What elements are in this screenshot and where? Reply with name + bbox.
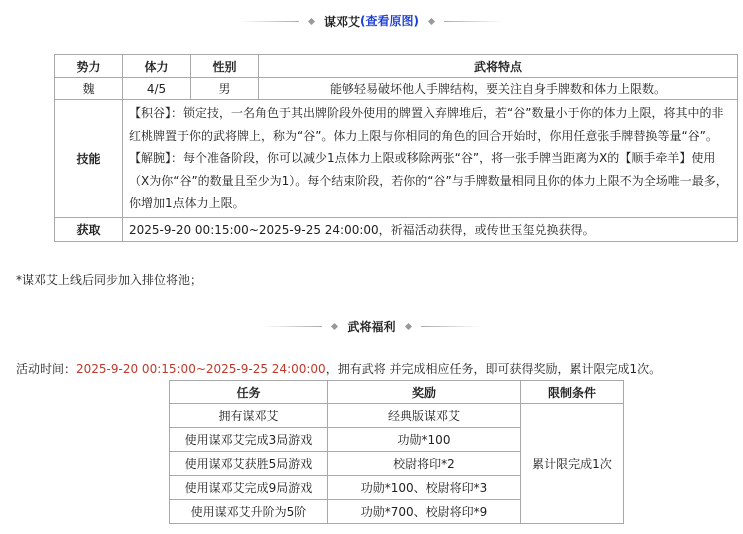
header-gender: 性别 xyxy=(191,55,259,78)
header-task: 任务 xyxy=(170,381,328,404)
note-text: *谋邓艾上线后同步加入排位将池； xyxy=(16,273,203,287)
faction-value: 魏 xyxy=(55,78,123,100)
general-info-table xyxy=(54,54,738,242)
page-title: 谋邓艾 xyxy=(324,15,361,29)
skill2-name: 【解腕】 xyxy=(129,151,172,165)
skill2-text-b: 使用（X为你“谷”的数量且至少为1）。每个结束阶段，若你的“谷”与手牌数量相同且你的体力上限不为全场唯一最多，你增加1点体力上限。 xyxy=(129,151,728,210)
limit-cell: 累计限完成1次 xyxy=(521,404,624,524)
reward-cell: 功勋*100、校尉将印*3 xyxy=(328,476,521,500)
task-cell: 使用谋邓艾获胜5局游戏 xyxy=(170,452,328,476)
diamond-icon xyxy=(404,323,411,330)
skill-label: 技能 xyxy=(55,100,123,218)
traits-value: 能够轻易破坏他人手牌结构，要关注自身手牌数和体力上限数。 xyxy=(259,78,738,100)
period-label: 活动时间： xyxy=(16,362,77,376)
view-original-link[interactable]: (查看原图) xyxy=(360,14,419,28)
skill2-ref: 【顺手牵羊】 xyxy=(619,151,692,165)
reward-cell: 功勋*100 xyxy=(328,428,521,452)
period-value: 2025-9-20 00:15:00~2025-9-25 24:00:00 xyxy=(76,362,326,376)
obtain-label: 获取 xyxy=(55,217,123,241)
divider-right xyxy=(421,326,481,327)
header-traits: 武将特点 xyxy=(259,55,738,78)
header-reward: 奖励 xyxy=(328,381,521,404)
task-cell: 使用谋邓艾升阶为5阶 xyxy=(170,500,328,524)
skill1-text: ：锁定技，一名角色于其出牌阶段外使用的牌置入弃牌堆后，若“谷”数量小于你的体力上限，将其中的非红桃牌置于你的武将牌上，称为“谷”。体力上限与你相同的角色的回合开始时，你用任意张手牌替换等量“谷”。 xyxy=(129,106,724,143)
hp-value: 4/5 xyxy=(123,78,191,100)
skill1-name: 【积谷】 xyxy=(129,106,172,120)
divider-left xyxy=(239,21,299,22)
divider-right xyxy=(444,21,504,22)
activity-period xyxy=(16,360,661,377)
diamond-icon xyxy=(331,323,338,330)
gender-value: 男 xyxy=(191,78,259,100)
reward-cell: 校尉将印*2 xyxy=(328,452,521,476)
obtain-value: 2025-9-20 00:15:00~2025-9-25 24:00:00，祈福活动获得，或传世玉玺兑换获得。 xyxy=(123,217,738,241)
diamond-icon xyxy=(428,18,435,25)
skill-description xyxy=(123,100,738,218)
header-faction: 势力 xyxy=(55,55,123,78)
skill2-text-a: ：每个准备阶段，你可以减少1点体力上限或移除两张“谷”，将一张手牌当距离为X的 xyxy=(171,151,620,165)
header-hp: 体力 xyxy=(123,55,191,78)
task-cell: 使用谋邓艾完成9局游戏 xyxy=(170,476,328,500)
welfare-title: 武将福利 xyxy=(347,320,396,334)
header-title-bar xyxy=(0,12,743,32)
task-cell: 使用谋邓艾完成3局游戏 xyxy=(170,428,328,452)
period-suffix: ，拥有武将 并完成相应任务，即可获得奖励，累计限完成1次。 xyxy=(325,362,662,376)
reward-cell: 经典版谋邓艾 xyxy=(328,404,521,428)
divider-left xyxy=(262,326,322,327)
diamond-icon xyxy=(308,18,315,25)
task-reward-table xyxy=(169,380,624,524)
task-cell: 拥有谋邓艾 xyxy=(170,404,328,428)
header-limit: 限制条件 xyxy=(521,381,624,404)
reward-cell: 功勋*700、校尉将印*9 xyxy=(328,500,521,524)
welfare-title-bar xyxy=(0,318,743,338)
